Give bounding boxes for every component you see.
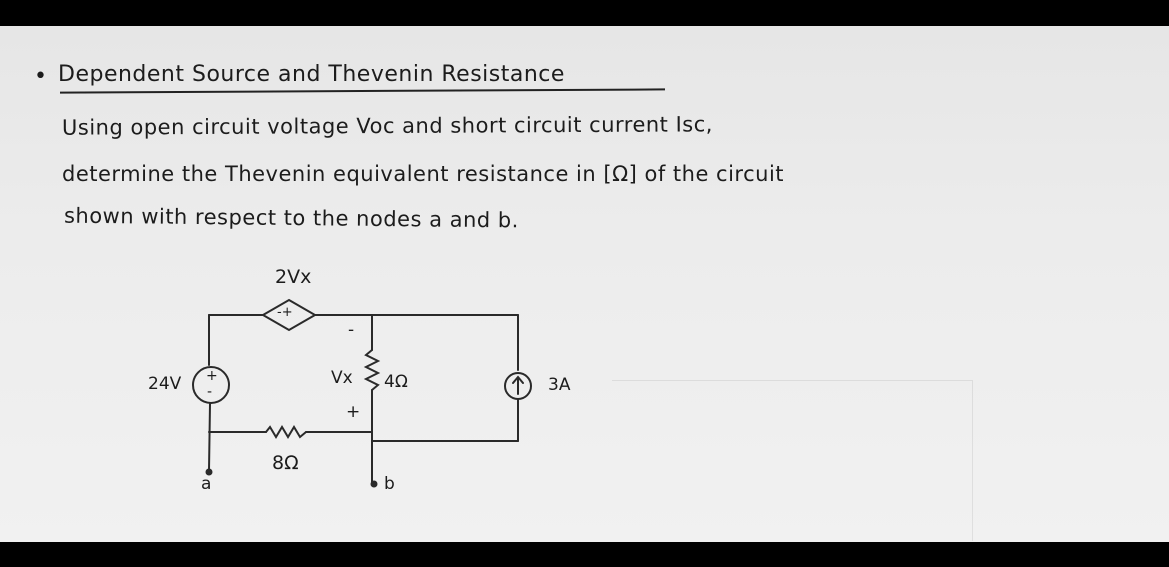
- problem-line-1: Using open circuit voltage Voc and short circuit current Isc,: [61, 112, 713, 140]
- problem-line-3: shown with respect to the nodes a and b.: [63, 203, 520, 233]
- node-b-label: b: [384, 474, 395, 494]
- voltage-source-plus: +: [206, 368, 218, 384]
- voltage-source-minus: -: [207, 384, 213, 400]
- resistor-4-ohm: [366, 350, 378, 390]
- wire-left-lower: [209, 404, 210, 470]
- dependent-source-label: 2Vx: [275, 266, 312, 288]
- vx-label: Vx: [331, 368, 353, 388]
- problem-title: Dependent Source and Thevenin Resistance: [58, 62, 565, 87]
- bullet-marker: •: [34, 64, 47, 89]
- resistor-8-value: 8Ω: [272, 452, 299, 474]
- vx-minus-sign: -: [348, 320, 355, 340]
- problem-line-2: determine the Thevenin equivalent resistance in [Ω] of the circuit: [62, 162, 785, 186]
- dependent-source-polarity: -+: [277, 305, 293, 320]
- current-source-label: 3A: [548, 375, 571, 395]
- voltage-source-label: 24V: [148, 374, 182, 394]
- resistor-4-value: 4Ω: [384, 372, 408, 392]
- vx-plus-sign: +: [346, 402, 361, 422]
- node-a-label: a: [201, 474, 212, 494]
- node-b-terminal: [372, 482, 377, 487]
- resistor-8-ohm: [266, 427, 306, 437]
